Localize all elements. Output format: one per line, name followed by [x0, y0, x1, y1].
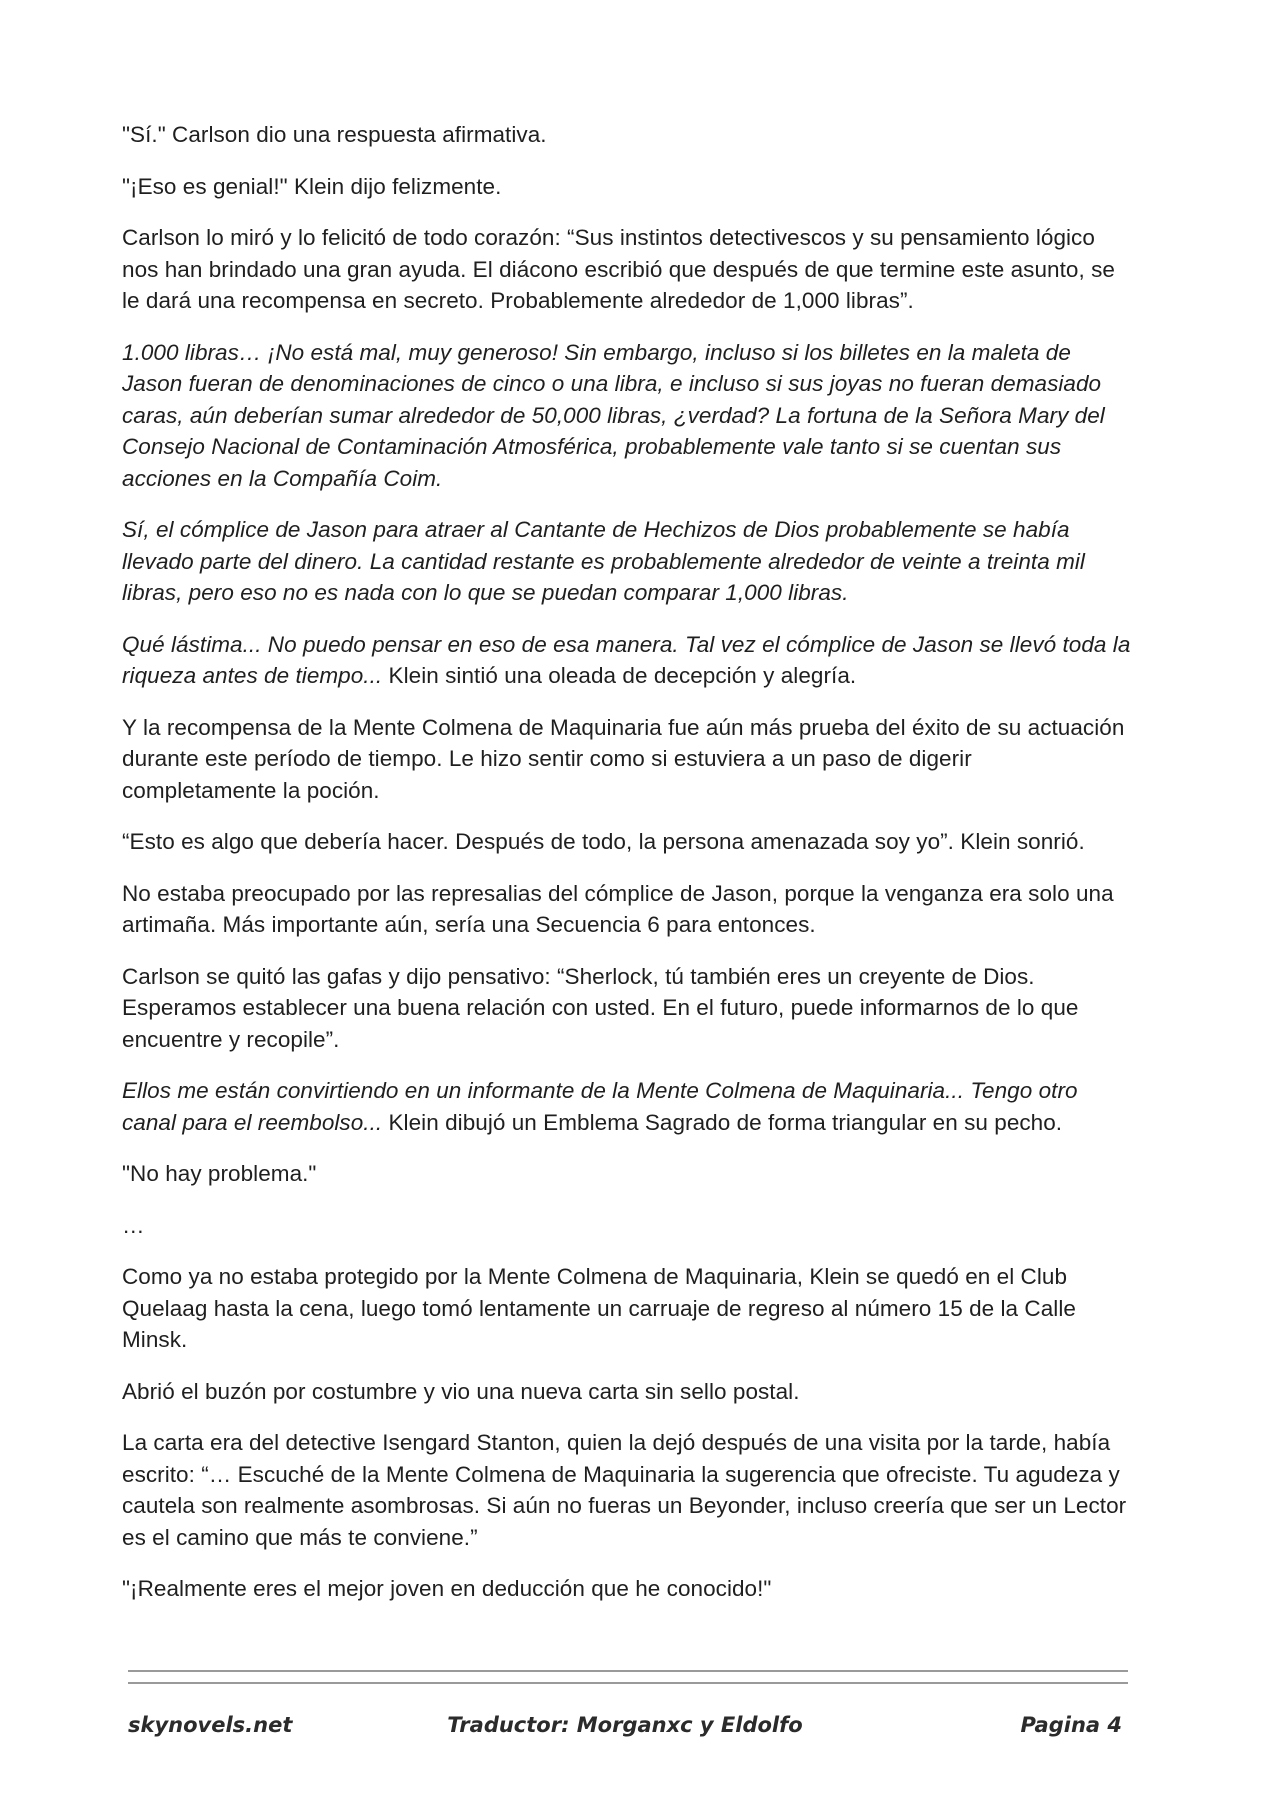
text-run: No estaba preocupado por las represalias del cómplice de Jason, porque la venganza era solo una artimaña. Más importante aún, sería una Secuencia 6 para entonces. [122, 880, 1114, 937]
paragraph [122, 878, 1132, 941]
text-run: La carta era del detective Isengard Stanton, quien la dejó después de una visita por la tarde, había escrito: “… Escuché de la Mente Colmena de Maquinaria la sugerencia que ofreciste. Tu agudeza y cautela son realmente asombrosas. Si aún no fueras un Beyonder, incluso creería que ser un Lector es el camino que más te conviene.” [122, 1430, 1127, 1550]
text-run: Klein dibujó un Emblema Sagrado de forma triangular en su pecho. [382, 1109, 1063, 1135]
italic-text: 1.000 libras… ¡No está mal, muy generoso! Sin embargo, incluso si los billetes en la maleta de Jason fueran de denominaciones de cinco o una libra, e incluso si sus joyas no fueran demasiado caras, aún deberían sumar alrededor de 50,000 libras, ¿verdad? La fortuna de la Señora Mary del Consejo Nacional de Contaminación Atmosférica, probablemente vale tanto si se cuentan sus acciones en la Compañía Coim. [122, 339, 1105, 491]
text-run: "Sí." Carlson dio una respuesta afirmativa. [122, 122, 547, 147]
text-run: "¡Eso es genial!" Klein dijo felizmente. [122, 173, 502, 199]
paragraph [122, 222, 1132, 317]
paragraph [122, 1376, 1132, 1408]
text-run: Abrió el buzón por costumbre y vio una nueva carta sin sello postal. [122, 1378, 800, 1404]
paragraph [122, 1158, 1132, 1190]
italic-text: Sí, el cómplice de Jason para atraer al Cantante de Hechizos de Dios probablemente se había llevado parte del dinero. La cantidad restante es probablemente alrededor de veinte a treinta mil libras, pero eso no es nada con lo que se puedan comparar 1,000 libras. [122, 517, 1085, 605]
footer-site: skynovels.net [128, 1713, 293, 1737]
paragraph [122, 337, 1132, 495]
paragraph [122, 1573, 1132, 1605]
paragraph [122, 826, 1132, 858]
footer-translator: Traductor: Morganxc y Eldolfo [447, 1713, 803, 1737]
text-run: … [122, 1212, 145, 1238]
paragraph [122, 514, 1132, 609]
footer-page-number: Pagina 4 [1020, 1713, 1122, 1737]
paragraph [122, 629, 1132, 692]
italic-text: Ellos me están convirtiendo en un informante de la Mente Colmena de Maquinaria... Tengo otro canal para el reembolso... [122, 1078, 1078, 1135]
text-run: Carlson lo miró y lo felicitó de todo corazón: “Sus instintos detectivescos y su pensamiento lógico nos han brindado una gran ayuda. El diácono escribió que después de que termine este asunto, se le dará una recompensa en secreto. Probablemente alrededor de 1,000 libras”. [122, 225, 1115, 313]
document-body [122, 119, 1132, 1625]
paragraph [122, 961, 1132, 1056]
page-footer [128, 1713, 1122, 1747]
paragraph [122, 1075, 1132, 1138]
footer-divider-bottom [128, 1682, 1128, 1684]
paragraph [122, 1210, 1132, 1242]
text-run: "No hay problema." [122, 1161, 317, 1186]
paragraph [122, 1427, 1132, 1553]
paragraph [122, 119, 1132, 151]
text-run: "¡Realmente eres el mejor joven en deducción que he conocido!" [122, 1576, 772, 1601]
paragraph [122, 1261, 1132, 1356]
text-run: Como ya no estaba protegido por la Mente Colmena de Maquinaria, Klein se quedó en el Club Quelaag hasta la cena, luego tomó lentamente un carruaje de regreso al número 15 de la Calle Minsk. [122, 1264, 1076, 1352]
italic-text: Qué lástima... No puedo pensar en eso de esa manera. Tal vez el cómplice de Jason se llevó toda la riqueza antes de tiempo... [122, 631, 1131, 688]
paragraph [122, 712, 1132, 807]
text-run: Carlson se quitó las gafas y dijo pensativo: “Sherlock, tú también eres un creyente de Dios. Esperamos establecer una buena relación con usted. En el futuro, puede informarnos de lo que encuentre y recopile”. [122, 963, 1079, 1052]
text-run: Y la recompensa de la Mente Colmena de Maquinaria fue aún más prueba del éxito de su actuación durante este período de tiempo. Le hizo sentir como si estuviera a un paso de digerir completamente la poción. [122, 714, 1125, 803]
text-run: “Esto es algo que debería hacer. Después de todo, la persona amenazada soy yo”. Klein sonrió. [122, 829, 1085, 854]
text-run: Klein sintió una oleada de decepción y alegría. [382, 663, 857, 688]
footer-divider-top [128, 1670, 1128, 1672]
paragraph [122, 171, 1132, 203]
